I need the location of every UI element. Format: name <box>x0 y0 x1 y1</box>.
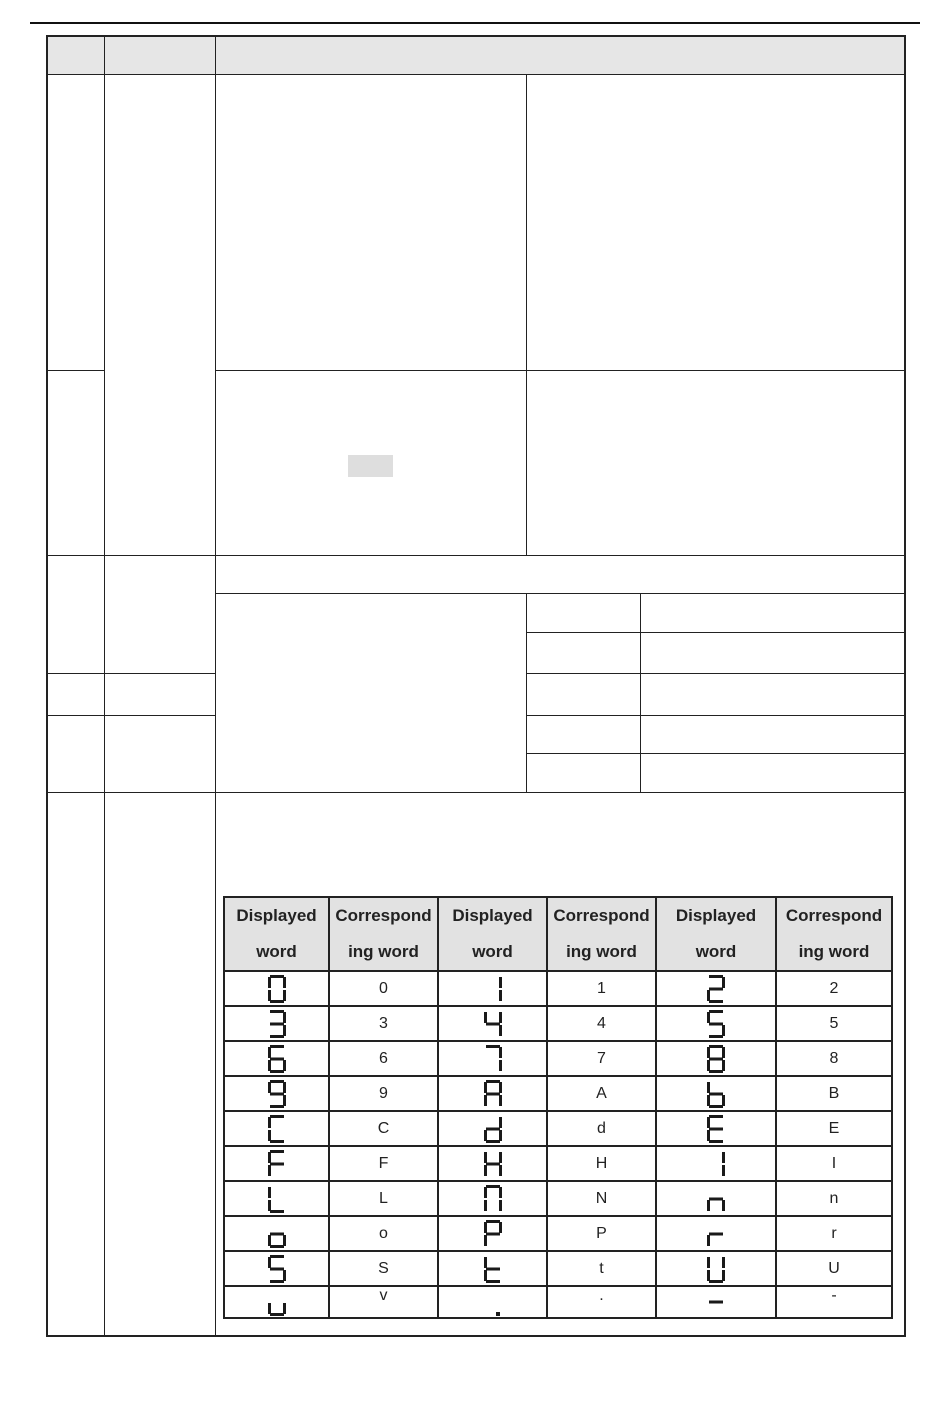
segment-b <box>283 1082 286 1093</box>
segment-a <box>270 1150 284 1153</box>
segment-c <box>283 1235 286 1246</box>
segment-d <box>270 1070 284 1073</box>
segment-c <box>499 1060 502 1071</box>
segment-g <box>709 1127 723 1130</box>
displayed-glyph-cell <box>656 1111 776 1146</box>
segment-g <box>709 1232 723 1235</box>
seven-segment-glyph-N <box>482 1184 504 1214</box>
corresponding-char-cell: 6 <box>329 1041 438 1076</box>
segment-p <box>496 1312 500 1316</box>
segment-f <box>707 1117 710 1128</box>
segment-d <box>486 1140 500 1143</box>
corresponding-char-cell: L <box>329 1181 438 1216</box>
highlight-placeholder <box>348 455 393 477</box>
segment-b <box>499 1222 502 1233</box>
row-divider <box>46 792 906 793</box>
column-divider <box>640 593 641 792</box>
corresponding-char-cell: 3 <box>329 1006 438 1041</box>
corresponding-char-cell: . <box>547 1286 656 1318</box>
segment-b <box>283 1012 286 1023</box>
corresponding-char-cell: r <box>776 1216 892 1251</box>
seven-segment-glyph-9 <box>266 1079 288 1109</box>
segment-b <box>722 1257 725 1268</box>
seven-segment-glyph-- <box>705 1287 727 1317</box>
segment-d <box>270 1210 284 1213</box>
segment-b <box>499 1117 502 1128</box>
segment-e <box>484 1095 487 1106</box>
seven-segment-glyph-o <box>266 1219 288 1249</box>
displayed-glyph-cell <box>224 1181 329 1216</box>
displayed-glyph-cell <box>224 1006 329 1041</box>
seven-segment-glyph-d <box>482 1114 504 1144</box>
corresponding-char-cell: 2 <box>776 971 892 1006</box>
displayed-glyph-cell <box>438 1146 547 1181</box>
char-table-row <box>224 1216 892 1251</box>
segment-c <box>499 990 502 1001</box>
table-border-left <box>46 35 48 1336</box>
segment-c <box>283 1095 286 1106</box>
segment-f <box>484 1187 487 1198</box>
corresponding-char-cell: 7 <box>547 1041 656 1076</box>
seven-segment-glyph-t <box>482 1254 504 1284</box>
segment-c <box>722 1270 725 1281</box>
displayed-glyph-cell <box>438 1216 547 1251</box>
segment-g <box>486 1127 500 1130</box>
header-displayed-word: Displayed word <box>438 897 547 971</box>
segment-f <box>268 1047 271 1058</box>
segment-e <box>268 1235 271 1246</box>
column-divider <box>526 74 527 555</box>
seven-segment-glyph-4 <box>482 1009 504 1039</box>
corresponding-char-cell: n <box>776 1181 892 1216</box>
segment-g <box>709 1022 723 1025</box>
segment-d <box>270 1000 284 1003</box>
segment-a <box>486 1185 500 1188</box>
corresponding-char-cell: U <box>776 1251 892 1286</box>
displayed-glyph-cell <box>438 1006 547 1041</box>
displayed-glyph-cell <box>656 1146 776 1181</box>
column-divider <box>526 593 527 792</box>
table-border-right <box>904 35 906 1336</box>
sub-row-divider <box>526 715 905 716</box>
seven-segment-glyph-L <box>266 1184 288 1214</box>
segment-c <box>722 1165 725 1176</box>
corresponding-char-cell: t <box>547 1251 656 1286</box>
segment-e <box>707 990 710 1001</box>
row-divider <box>215 593 905 594</box>
header-displayed-word: Displayed word <box>224 897 329 971</box>
corresponding-char-cell: 1 <box>547 971 656 1006</box>
char-table-row <box>224 971 892 1006</box>
segment-d <box>486 1280 500 1283</box>
display-character-table <box>223 896 893 1319</box>
corresponding-char-cell: 5 <box>776 1006 892 1041</box>
seven-segment-glyph-S <box>266 1254 288 1284</box>
seven-segment-glyph-v <box>266 1287 288 1317</box>
segment-c <box>283 990 286 1001</box>
segment-g <box>709 987 723 990</box>
seven-segment-glyph-6 <box>266 1044 288 1074</box>
seven-segment-glyph-2 <box>705 974 727 1004</box>
segment-a <box>270 1115 284 1118</box>
char-table-row <box>224 1076 892 1111</box>
segment-f <box>484 1257 487 1268</box>
segment-g <box>270 1232 284 1235</box>
displayed-glyph-cell <box>438 1041 547 1076</box>
segment-e <box>268 1060 271 1071</box>
segment-b <box>722 1047 725 1058</box>
segment-a <box>270 975 284 978</box>
segment-d <box>270 1140 284 1143</box>
header-corresponding-word: Correspond ing word <box>547 897 656 971</box>
segment-e <box>707 1200 710 1211</box>
segment-c <box>722 1060 725 1071</box>
segment-b <box>499 977 502 988</box>
corresponding-char-cell: 4 <box>547 1006 656 1041</box>
segment-b <box>722 977 725 988</box>
segment-e <box>268 1165 271 1176</box>
segment-g <box>486 1232 500 1235</box>
segment-a <box>709 1045 723 1048</box>
segment-a <box>486 1220 500 1223</box>
segment-d <box>709 1105 723 1108</box>
seven-segment-glyph-1 <box>482 974 504 1004</box>
segment-g <box>709 1057 723 1060</box>
segment-g <box>270 1267 284 1270</box>
corresponding-char-cell: d <box>547 1111 656 1146</box>
corresponding-char-cell: v <box>329 1286 438 1318</box>
segment-g <box>486 1092 500 1095</box>
seven-segment-glyph-P <box>482 1219 504 1249</box>
displayed-glyph-cell <box>224 1146 329 1181</box>
segment-f <box>707 1082 710 1093</box>
char-table-row <box>224 1181 892 1216</box>
row-divider <box>215 370 905 371</box>
displayed-glyph-cell <box>224 1216 329 1251</box>
segment-d <box>270 1313 284 1316</box>
header-displayed-word: Displayed word <box>656 897 776 971</box>
corresponding-char-cell: P <box>547 1216 656 1251</box>
segment-e <box>268 990 271 1001</box>
displayed-glyph-cell <box>656 1006 776 1041</box>
seven-segment-glyph-3 <box>266 1009 288 1039</box>
displayed-glyph-cell <box>438 1111 547 1146</box>
segment-d <box>270 1035 284 1038</box>
segment-f <box>707 1012 710 1023</box>
segment-a <box>709 975 723 978</box>
corresponding-char-cell: A <box>547 1076 656 1111</box>
segment-d <box>709 1140 723 1143</box>
seven-segment-glyph-. <box>482 1287 504 1317</box>
seven-segment-glyph-n <box>705 1184 727 1214</box>
segment-b <box>499 1012 502 1023</box>
column-divider <box>104 35 105 1336</box>
row-divider <box>46 555 906 556</box>
segment-c <box>499 1200 502 1211</box>
displayed-glyph-cell <box>656 1286 776 1318</box>
segment-f <box>484 1012 487 1023</box>
segment-e <box>484 1270 487 1281</box>
seven-segment-glyph-C <box>266 1114 288 1144</box>
displayed-glyph-cell <box>224 1111 329 1146</box>
segment-g <box>709 1092 723 1095</box>
corresponding-char-cell: C <box>329 1111 438 1146</box>
segment-f <box>484 1152 487 1163</box>
segment-e <box>268 1130 271 1141</box>
segment-c <box>283 1303 286 1314</box>
char-table-row <box>224 1146 892 1181</box>
table-header-row <box>46 36 905 74</box>
segment-d <box>270 1280 284 1283</box>
table-border-bottom <box>46 1335 906 1337</box>
displayed-glyph-cell <box>656 1216 776 1251</box>
segment-e <box>484 1200 487 1211</box>
segment-f <box>707 1047 710 1058</box>
displayed-glyph-cell <box>224 971 329 1006</box>
header-corresponding-word: Correspond ing word <box>776 897 892 971</box>
corresponding-char-cell: 9 <box>329 1076 438 1111</box>
segment-c <box>499 1095 502 1106</box>
displayed-glyph-cell <box>656 1076 776 1111</box>
seven-segment-glyph-5 <box>705 1009 727 1039</box>
seven-segment-glyph-8 <box>705 1044 727 1074</box>
seven-segment-glyph-B <box>705 1079 727 1109</box>
segment-a <box>270 1010 284 1013</box>
row-divider <box>46 673 215 674</box>
segment-c <box>499 1025 502 1036</box>
segment-b <box>499 1082 502 1093</box>
segment-f <box>268 1152 271 1163</box>
seven-segment-glyph-A <box>482 1079 504 1109</box>
displayed-glyph-cell <box>224 1251 329 1286</box>
segment-g <box>709 1301 723 1304</box>
segment-g <box>486 1022 500 1025</box>
header-divider <box>46 74 906 75</box>
corresponding-char-cell: - <box>776 1286 892 1318</box>
segment-e <box>268 1200 271 1211</box>
segment-g <box>270 1022 284 1025</box>
segment-c <box>283 1270 286 1281</box>
segment-c <box>499 1130 502 1141</box>
segment-d <box>270 1245 284 1248</box>
segment-e <box>707 1130 710 1141</box>
displayed-glyph-cell <box>438 1076 547 1111</box>
displayed-glyph-cell <box>224 1076 329 1111</box>
char-table-header <box>224 897 892 971</box>
seven-segment-glyph-E <box>705 1114 727 1144</box>
seven-segment-glyph-0 <box>266 974 288 1004</box>
char-table-row <box>224 1041 892 1076</box>
segment-e <box>707 1060 710 1071</box>
seven-segment-glyph-H <box>482 1149 504 1179</box>
segment-e <box>268 1303 271 1314</box>
seven-segment-glyph-I <box>705 1149 727 1179</box>
segment-c <box>499 1165 502 1176</box>
sub-row-divider <box>526 753 905 754</box>
column-divider <box>215 35 216 1336</box>
segment-a <box>486 1080 500 1083</box>
segment-c <box>722 1200 725 1211</box>
segment-b <box>499 1187 502 1198</box>
displayed-glyph-cell <box>656 971 776 1006</box>
char-table-row <box>224 1286 892 1318</box>
segment-d <box>709 1070 723 1073</box>
segment-b <box>499 1047 502 1058</box>
segment-f <box>707 1257 710 1268</box>
seven-segment-glyph-r <box>705 1219 727 1249</box>
char-table-row <box>224 1006 892 1041</box>
corresponding-char-cell: E <box>776 1111 892 1146</box>
char-table-row <box>224 1111 892 1146</box>
corresponding-char-cell: 8 <box>776 1041 892 1076</box>
segment-f <box>268 977 271 988</box>
segment-d <box>709 1000 723 1003</box>
segment-e <box>484 1235 487 1246</box>
displayed-glyph-cell <box>438 971 547 1006</box>
segment-e <box>707 1270 710 1281</box>
segment-b <box>499 1152 502 1163</box>
segment-b <box>722 1152 725 1163</box>
segment-d <box>270 1105 284 1108</box>
segment-c <box>283 1060 286 1071</box>
corresponding-char-cell: 0 <box>329 971 438 1006</box>
segment-f <box>484 1082 487 1093</box>
displayed-glyph-cell <box>224 1286 329 1318</box>
corresponding-char-cell: N <box>547 1181 656 1216</box>
segment-f <box>268 1082 271 1093</box>
segment-g <box>270 1162 284 1165</box>
displayed-glyph-cell <box>438 1286 547 1318</box>
segment-a <box>709 1010 723 1013</box>
table-border-top <box>46 35 906 37</box>
segment-e <box>484 1165 487 1176</box>
segment-e <box>707 1235 710 1246</box>
segment-d <box>709 1035 723 1038</box>
segment-g <box>270 1092 284 1095</box>
sub-row-divider <box>526 632 905 633</box>
segment-b <box>283 977 286 988</box>
segment-c <box>722 1095 725 1106</box>
corresponding-char-cell: H <box>547 1146 656 1181</box>
segment-d <box>709 1280 723 1283</box>
header-corresponding-word: Correspond ing word <box>329 897 438 971</box>
displayed-glyph-cell <box>438 1251 547 1286</box>
displayed-glyph-cell <box>656 1181 776 1216</box>
segment-f <box>484 1222 487 1233</box>
sub-row-divider <box>526 673 905 674</box>
segment-g <box>486 1267 500 1270</box>
displayed-glyph-cell <box>224 1041 329 1076</box>
corresponding-char-cell: F <box>329 1146 438 1181</box>
row-divider <box>46 715 215 716</box>
segment-e <box>707 1095 710 1106</box>
displayed-glyph-cell <box>656 1251 776 1286</box>
segment-f <box>268 1117 271 1128</box>
segment-g <box>709 1197 723 1200</box>
seven-segment-glyph-F <box>266 1149 288 1179</box>
corresponding-char-cell: o <box>329 1216 438 1251</box>
segment-g <box>486 1162 500 1165</box>
segment-c <box>722 1025 725 1036</box>
row-divider-index <box>46 370 104 371</box>
corresponding-char-cell: S <box>329 1251 438 1286</box>
segment-c <box>283 1025 286 1036</box>
corresponding-char-cell: I <box>776 1146 892 1181</box>
displayed-glyph-cell <box>656 1041 776 1076</box>
segment-a <box>486 1045 500 1048</box>
corresponding-char-cell: B <box>776 1076 892 1111</box>
seven-segment-glyph-U <box>705 1254 727 1284</box>
segment-f <box>268 1257 271 1268</box>
page-top-rule <box>30 22 920 24</box>
seven-segment-glyph-7 <box>482 1044 504 1074</box>
char-table-row <box>224 1251 892 1286</box>
displayed-glyph-cell <box>438 1181 547 1216</box>
segment-a <box>709 1115 723 1118</box>
segment-a <box>270 1045 284 1048</box>
segment-g <box>270 1057 284 1060</box>
segment-e <box>484 1130 487 1141</box>
segment-f <box>268 1187 271 1198</box>
segment-a <box>270 1255 284 1258</box>
segment-a <box>270 1080 284 1083</box>
